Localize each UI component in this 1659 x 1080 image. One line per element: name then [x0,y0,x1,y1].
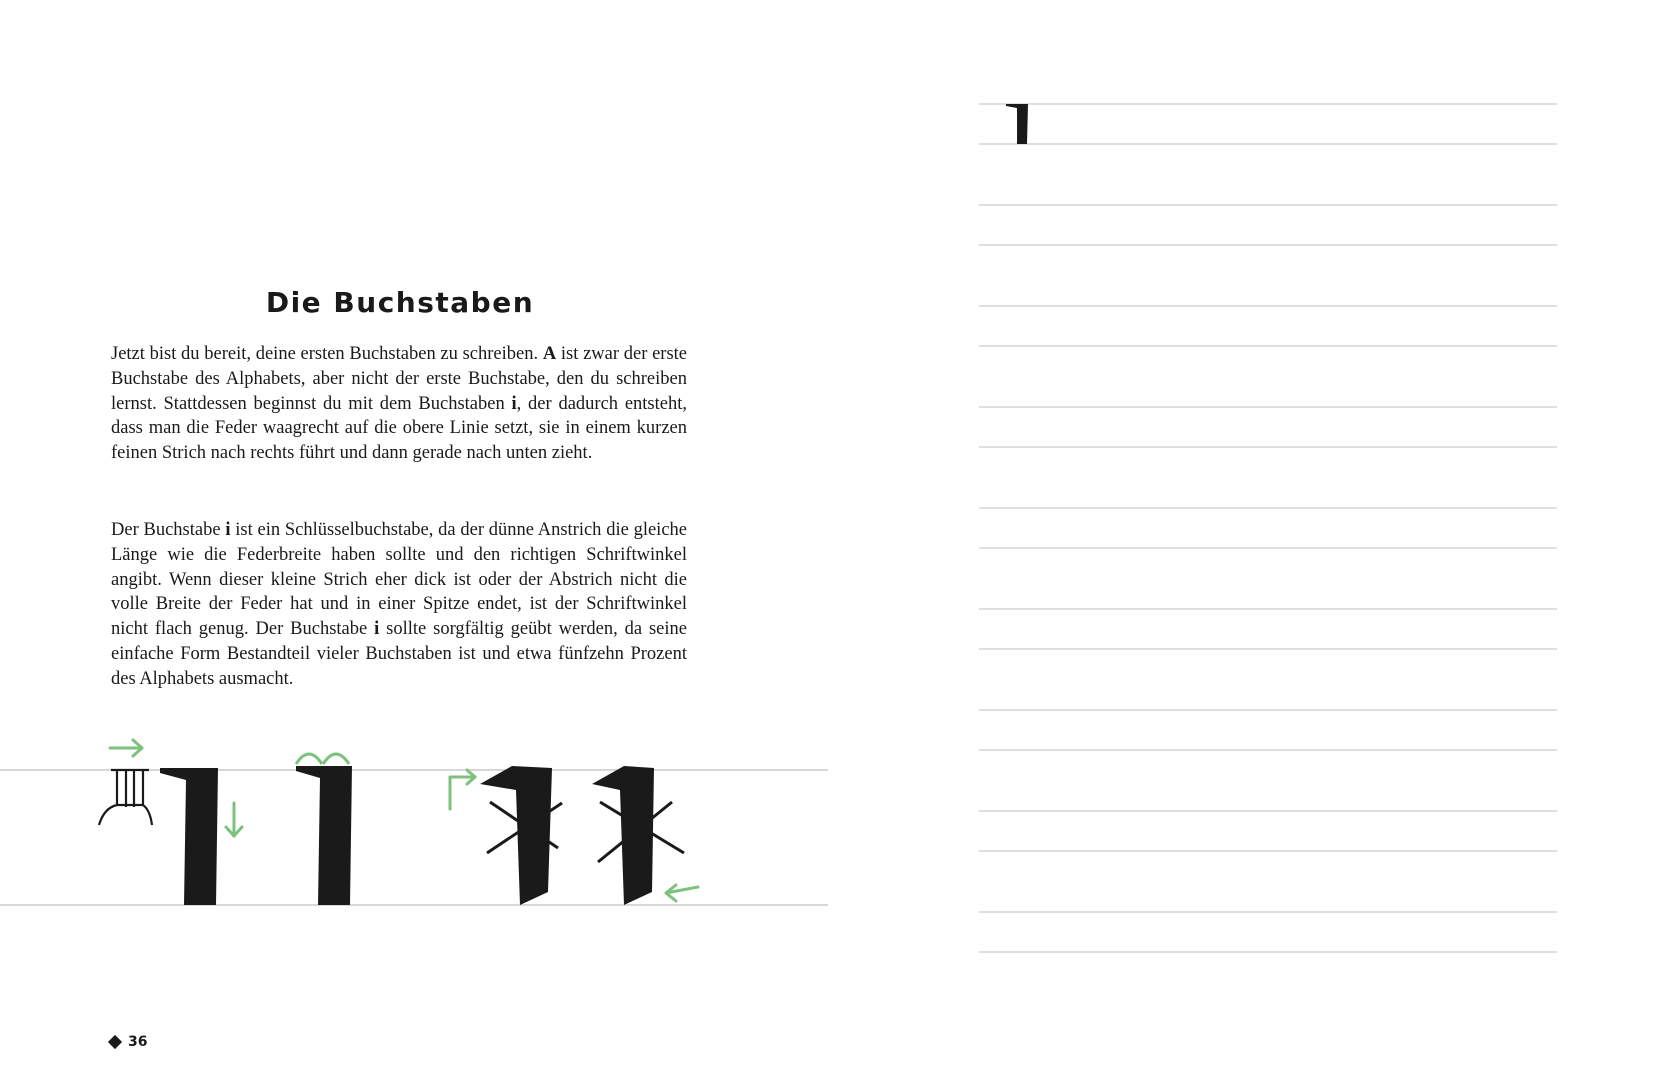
letter-i-angled-2 [592,766,654,905]
practice-line-group [979,104,1557,952]
key-letter-paragraph-run: ist ein Schlüsselbuchstabe, da der dünne Anstrich die gleiche Länge wie die Federbreite haben sollte und den richtigen Schriftwinkel angibt. Wenn dieser kleine Strich eher dick ist oder der Abstrich nicht die volle Breite der Feder hat und in einer Spitze endet, ist der Schriftwinkel nicht flach genug. Der Buchstabe [111,520,687,640]
letter-i-stroke-1 [160,768,218,905]
intro-paragraph-run: i [511,393,517,414]
arrow-down-icon [226,803,242,836]
nib-width-marks [296,754,349,764]
intro-paragraph [111,342,687,466]
page-number-label: 36 [128,1034,148,1050]
key-letter-paragraph-run: i [225,520,231,540]
letter-i-stroke-2 [296,766,352,905]
arrow-right-icon [110,740,142,756]
diamond-icon [108,1035,122,1049]
page-title: Die Buchstaben [265,286,535,319]
practice-page [840,0,1659,1080]
intro-paragraph-run: ist zwar der erste Buchstabe des Alphabets, aber nicht der erste Buchstabe, den du schreiben lernst. Stattdessen beginnst du mit dem Buchstaben [111,344,688,414]
key-letter-paragraph-run: i [374,619,380,640]
practice-lines [840,0,1659,1080]
letter-i-stroke-diagram [0,730,840,910]
key-letter-paragraph [111,518,687,692]
page-number [110,1034,147,1050]
intro-paragraph-run: Jetzt bist du bereit, deine ersten Buchstaben zu schreiben. [111,344,543,364]
intro-paragraph-run: , der dadurch entsteht, dass man die Feder waagrecht auf die obere Linie setzt, sie in einem kurzen feinen Strich nach rechts führt und dann gerade nach unten zieht. [111,393,687,464]
practice-sample-letter [1006,104,1028,144]
key-letter-paragraph-run: sollte sorgfältig geübt werden, da seine einfache Form Bestandteil vieler Buchstaben ist und etwa fünfzehn Prozent des Alphabets ausmacht. [111,619,687,689]
arrow-up-right-icon [450,770,475,809]
arrow-left-icon [666,885,698,901]
key-letter-paragraph-run: Der Buchstabe [111,520,226,540]
pen-nib-icon [99,770,152,825]
intro-paragraph-run: A [542,344,557,364]
